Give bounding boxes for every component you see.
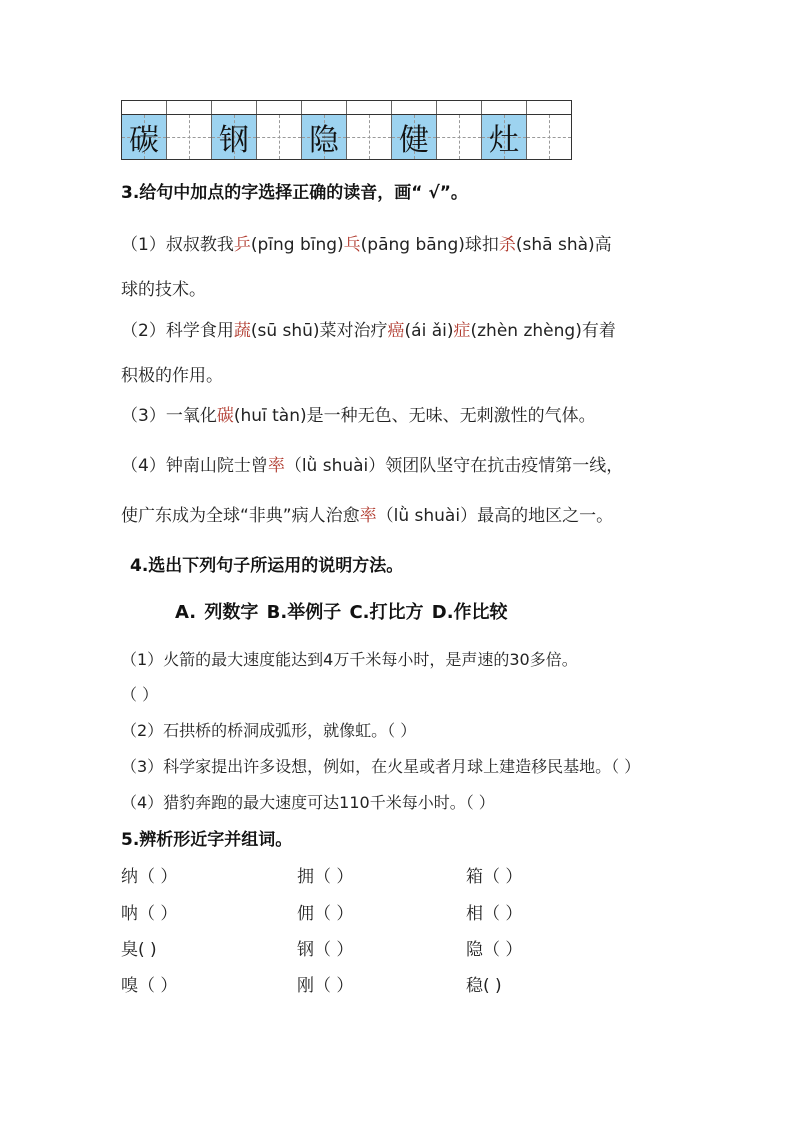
- section-5-title: 5.辨析形近字并组词。: [121, 830, 293, 850]
- question-3-4-cont: 使广东成为全球“非典”病人治愈率（lǜ shuài）最高的地区之一。: [121, 506, 614, 526]
- dotted-char: 乓: [343, 235, 361, 255]
- question-4-1: （1）火箭的最大速度能达到4万千米每小时，是声速的30多倍。: [121, 650, 578, 669]
- grid-top-strip: [122, 101, 571, 115]
- word-group-item[interactable]: 稳( ): [466, 976, 502, 996]
- word-group-item[interactable]: 纳（ ）: [121, 867, 178, 887]
- word-group-item[interactable]: 箱（ ）: [466, 867, 523, 887]
- grid-char: 隐: [309, 123, 339, 158]
- grid-cell: [437, 115, 482, 159]
- question-4-3: （3）科学家提出许多设想，例如，在火星或者月球上建造移民基地。（ ）: [121, 757, 641, 776]
- method-options: A. 列数字 B.举例子 C.打比方 D.作比较: [175, 602, 508, 623]
- question-3-4: （4）钟南山院士曾率（lǜ shuài）领团队坚守在抗击疫情第一线，: [121, 456, 624, 476]
- grid-cell: [482, 115, 527, 159]
- grid-char: 钢: [219, 123, 249, 158]
- section-3-title: 3.给句中加点的字选择正确的读音，画“ √”。: [121, 183, 468, 203]
- dotted-char: 率: [359, 506, 377, 526]
- dotted-char: 症: [453, 321, 471, 341]
- grid-cell: [347, 115, 392, 159]
- question-3-1: （1）叔叔教我乒(pīng bīng)乓(pāng bāng)球扣杀(shā shà)高: [121, 235, 612, 255]
- word-group-item[interactable]: 呐（ ）: [121, 904, 178, 924]
- dotted-char: 碳: [216, 406, 234, 426]
- question-3-2-cont: 积极的作用。: [121, 366, 223, 386]
- grid-cell: [302, 115, 347, 159]
- grid-cell: [167, 115, 212, 159]
- question-4-1-blank[interactable]: （ ）: [121, 685, 159, 704]
- dotted-char: 杀: [498, 235, 516, 255]
- grid-cell: [392, 115, 437, 159]
- section-4-title: 4.选出下列句子所运用的说明方法。: [130, 556, 404, 576]
- word-group-item[interactable]: 隐（ ）: [466, 940, 523, 960]
- character-practice-grid: [121, 100, 572, 160]
- dotted-char: 蔬: [233, 321, 251, 341]
- question-3-1-cont: 球的技术。: [121, 280, 206, 300]
- grid-char: 灶: [489, 123, 519, 158]
- grid-cell: [122, 115, 167, 159]
- grid-char: 碳: [129, 123, 159, 158]
- question-4-2: （2）石拱桥的桥洞成弧形，就像虹。（ ）: [121, 721, 417, 740]
- word-group-item[interactable]: 相（ ）: [466, 904, 523, 924]
- grid-row: [122, 115, 571, 159]
- dotted-char: 乒: [233, 235, 251, 255]
- question-4-4: （4）猎豹奔跑的最大速度可达110千米每小时。（ ）: [121, 793, 495, 812]
- word-group-item[interactable]: 嗅（ ）: [121, 976, 178, 996]
- word-group-item[interactable]: 臭( ): [121, 940, 157, 960]
- grid-cell: [527, 115, 571, 159]
- dotted-char: 率: [267, 456, 285, 476]
- word-group-item[interactable]: 拥（ ）: [297, 867, 354, 887]
- word-group-item[interactable]: 钢（ ）: [297, 940, 354, 960]
- question-3-2: （2）科学食用蔬(sū shū)菜对治疗癌(ái ǎi)症(zhèn zhèng)有着: [121, 321, 616, 341]
- grid-cell: [257, 115, 302, 159]
- word-group-item[interactable]: 佣（ ）: [297, 904, 354, 924]
- question-3-3: （3）一氧化碳(huī tàn)是一种无色、无味、无刺激性的气体。: [121, 406, 596, 426]
- word-group-item[interactable]: 刚（ ）: [297, 976, 354, 996]
- grid-char: 健: [399, 123, 429, 158]
- dotted-char: 癌: [387, 321, 405, 341]
- grid-cell: [212, 115, 257, 159]
